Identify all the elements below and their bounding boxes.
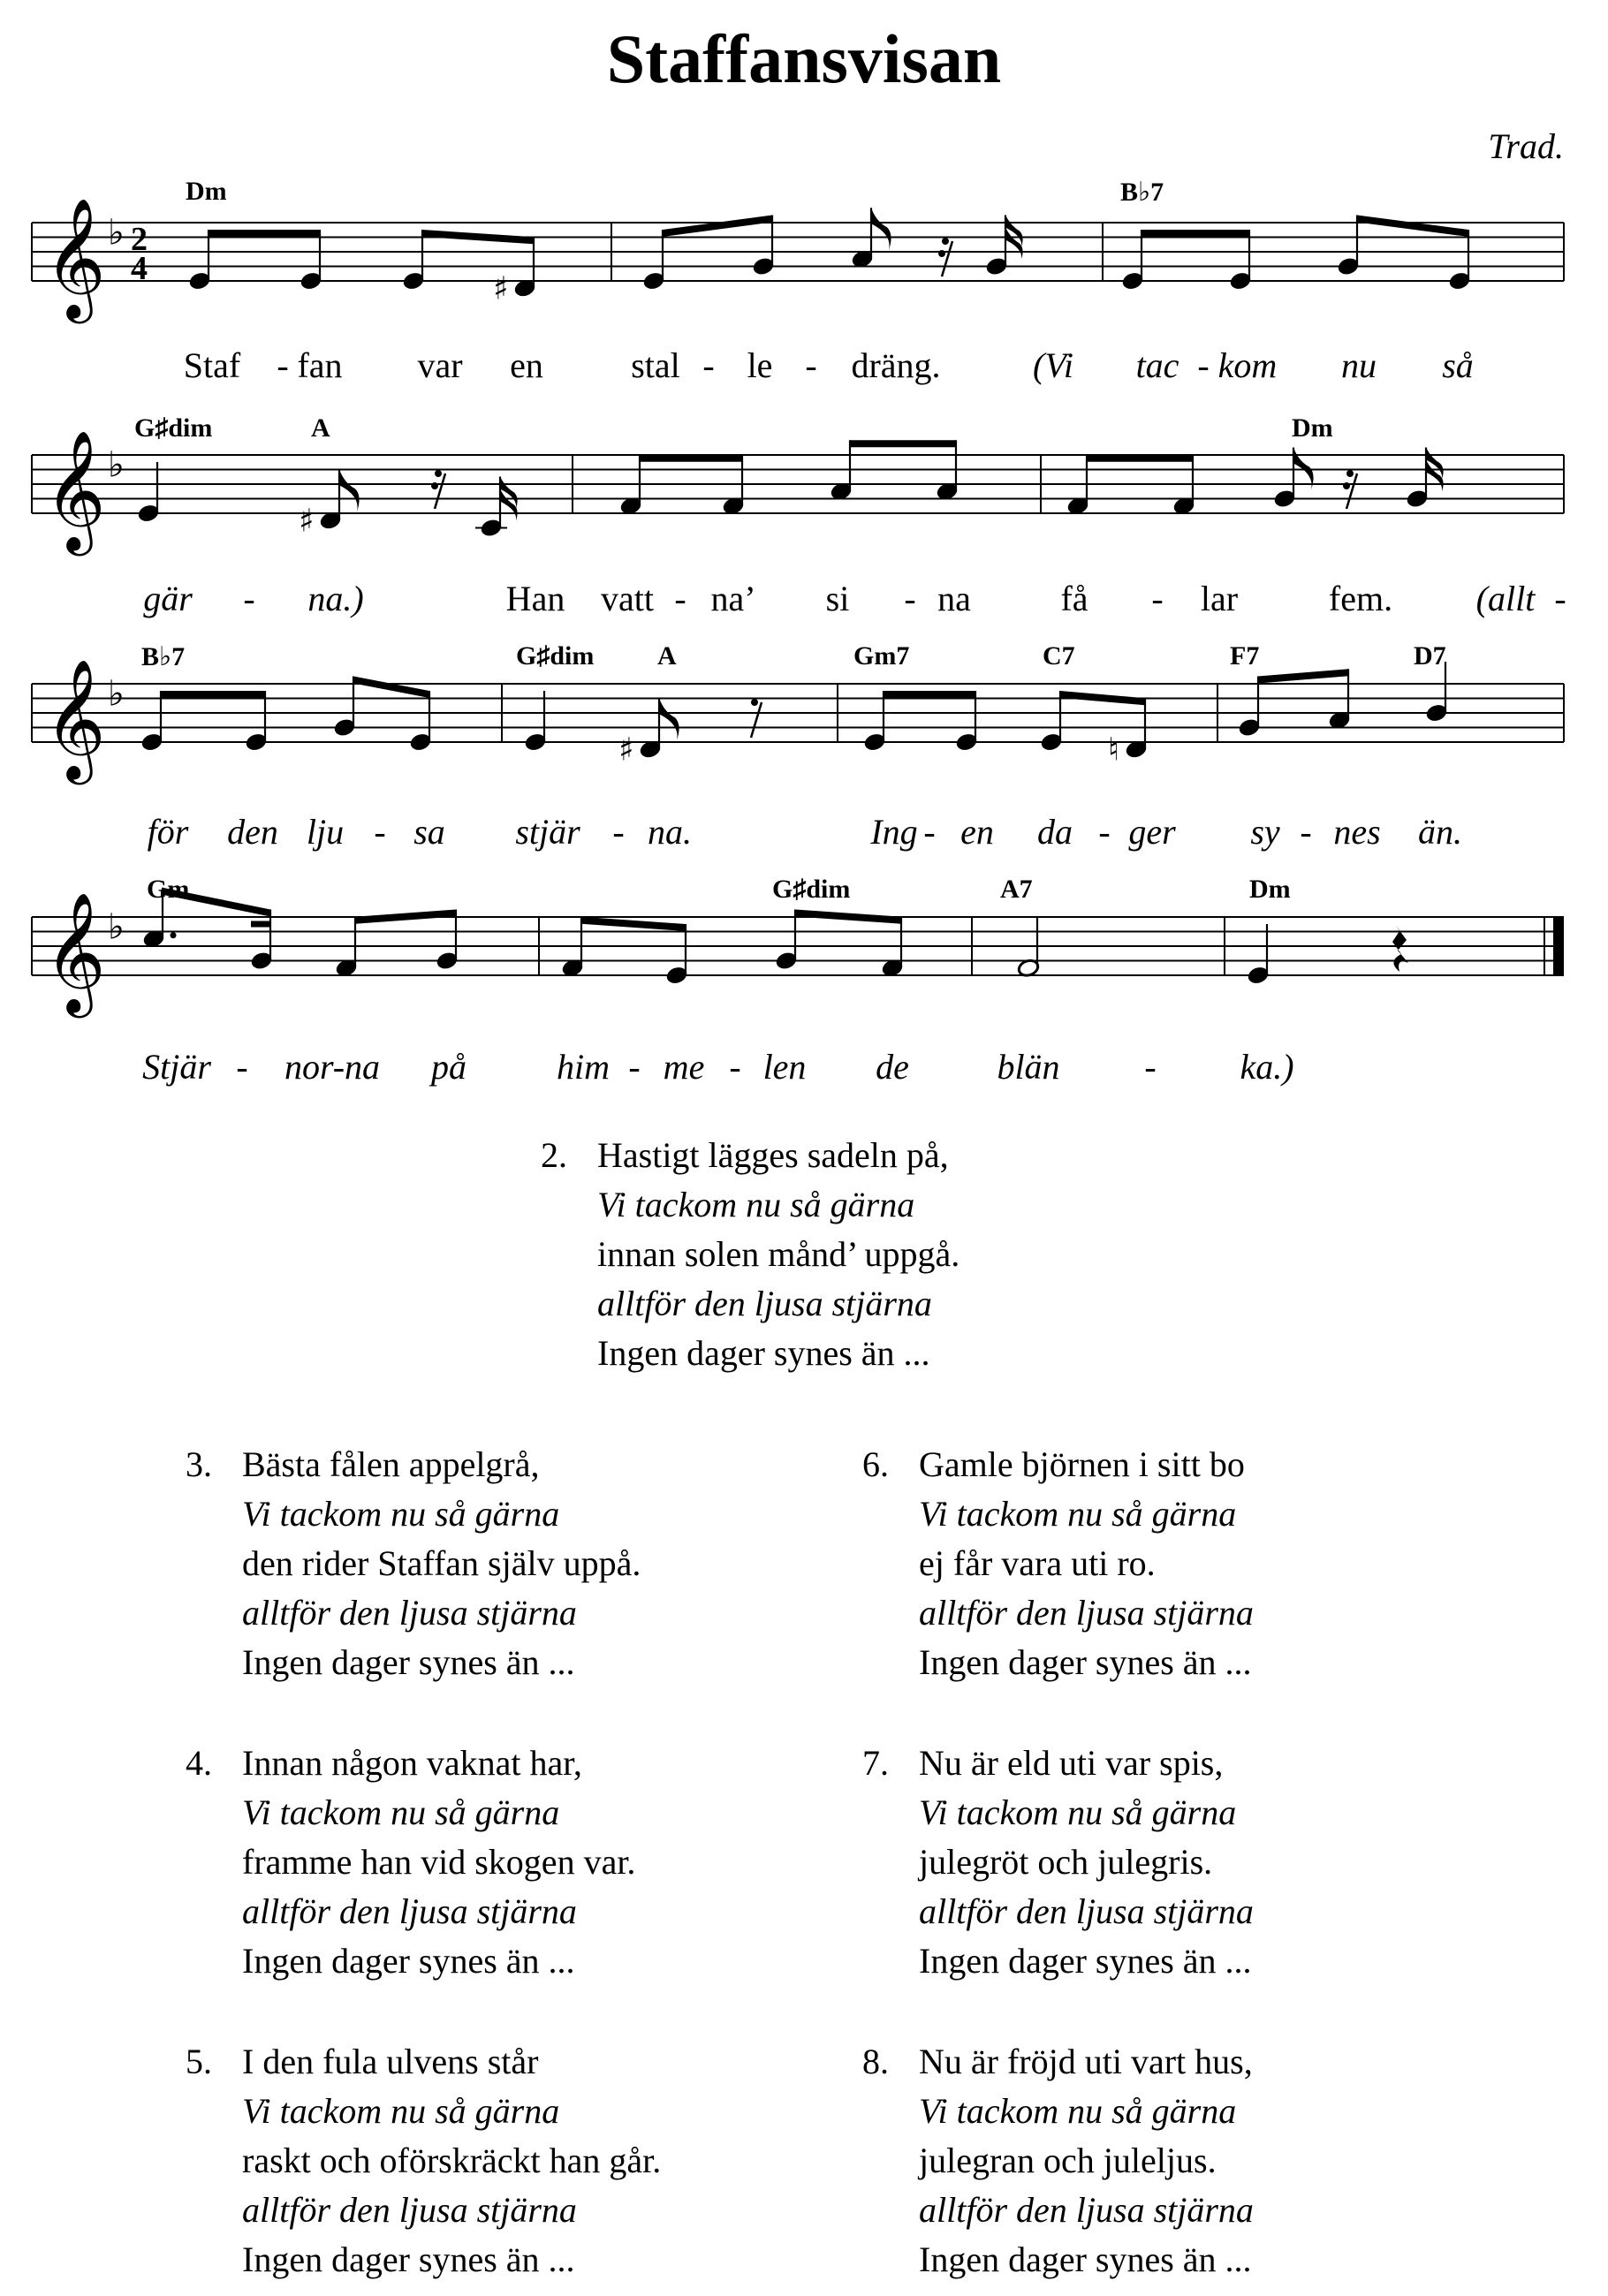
treble-clef: 𝄞 [44, 428, 106, 550]
chord-symbol: B♭7 [141, 642, 186, 671]
lyric-syllable: lar [1200, 579, 1239, 618]
treble-clef: 𝄞 [44, 657, 106, 779]
note [1448, 230, 1471, 291]
lyric-syllable: na’ [710, 579, 756, 618]
key-signature-flat: ♭ [108, 444, 125, 486]
lyric-syllable: - [805, 345, 817, 385]
lyric-syllable: fan [297, 345, 343, 385]
verse-line: ej får vara uti ro. [919, 1543, 1156, 1583]
verse-line: alltför den ljusa stjärna [242, 1593, 577, 1633]
final-barline-thick [1553, 917, 1564, 975]
beam-partial [251, 921, 270, 928]
lyric-syllable: - [1144, 1047, 1157, 1087]
note [1172, 455, 1195, 516]
note [1328, 669, 1351, 730]
key-signature-flat: ♭ [108, 906, 125, 948]
lyric-syllable: him [557, 1047, 610, 1087]
lyric-syllable: sy [1250, 812, 1280, 852]
lyric-syllable: den [227, 812, 278, 852]
verse-line: alltför den ljusa stjärna [597, 1284, 932, 1323]
note [188, 230, 211, 291]
note [137, 462, 160, 523]
beam [1357, 216, 1468, 238]
beam [640, 455, 742, 462]
lyric-syllable: - [628, 1047, 641, 1087]
note [936, 440, 959, 501]
lyric-syllable: - [674, 579, 686, 618]
verse-line: Vi tackom nu så gärna [919, 2091, 1237, 2131]
chord-symbol: Dm [186, 177, 227, 206]
verse-number: 8. [862, 2042, 889, 2081]
verse-line: Ingen dager synes än ... [242, 1941, 575, 1981]
sixteenth-rest [938, 238, 952, 277]
verse-line: framme han vid skogen var. [242, 1842, 636, 1882]
verse-line: alltför den ljusa stjärna [919, 2190, 1254, 2230]
lyric-syllable: nes [1333, 812, 1381, 852]
verse-line: julegröt och julegris. [919, 1842, 1213, 1882]
chord-symbol: B♭7 [1120, 178, 1164, 207]
note [775, 910, 798, 971]
chord-symbol: A [657, 641, 677, 671]
verse-line: innan solen månd’ uppgå. [597, 1234, 960, 1274]
lyric-syllable: få [1060, 579, 1088, 618]
beam [422, 230, 534, 244]
note [1247, 924, 1270, 985]
lyric-syllable: gär [143, 579, 193, 618]
verse-number: 7. [862, 1743, 889, 1783]
verse-line: alltför den ljusa stjärna [242, 2190, 577, 2230]
verse-line: Vi tackom nu så gärna [242, 1494, 560, 1534]
chord-symbol: Dm [1292, 413, 1333, 443]
verse-number: 6. [862, 1444, 889, 1484]
beam [884, 691, 975, 698]
lyric-syllable: - [702, 345, 715, 385]
lyric-syllable: - [1300, 812, 1312, 852]
note [1121, 230, 1144, 291]
composer-credit: Trad. [1488, 126, 1564, 166]
beam [1258, 669, 1348, 683]
lyric-syllable: (Vi [1033, 345, 1073, 385]
verse-line: Vi tackom nu så gärna [597, 1185, 915, 1224]
key-signature-flat: ♭ [108, 212, 125, 254]
chord-symbol: A7 [1000, 875, 1033, 904]
lyric-syllable: kom [1217, 345, 1278, 385]
note [955, 691, 978, 752]
verse-line: alltför den ljusa stjärna [919, 1593, 1254, 1633]
verse-line: Nu är fröjd uti vart hus, [919, 2042, 1253, 2081]
beam [209, 230, 320, 237]
sixteenth-rest [431, 470, 445, 509]
chord-symbol: G♯dim [772, 875, 851, 904]
verse-number: 3. [186, 1444, 212, 1484]
treble-clef: 𝄞 [44, 890, 106, 1012]
verse-line: Bästa fålen appelgrå, [242, 1444, 540, 1484]
note [436, 910, 459, 971]
note [250, 910, 273, 971]
chord-symbol: G♯dim [134, 413, 213, 443]
beam [161, 691, 265, 698]
chord-symbol: G♯dim [516, 641, 595, 671]
note [1125, 698, 1148, 759]
verse-line: Ingen dager synes än ... [597, 1333, 930, 1373]
lyric-syllable: sa [413, 812, 445, 852]
note [851, 208, 891, 269]
note [619, 455, 642, 516]
quarter-rest [1392, 926, 1408, 972]
note [409, 691, 432, 752]
lyric-syllable: - [612, 812, 625, 852]
verse-line: Hastigt lägges sadeln på, [597, 1135, 949, 1175]
note [1017, 917, 1040, 978]
lyric-syllable: na.) [307, 579, 364, 618]
verse-line: Vi tackom nu så gärna [919, 1494, 1237, 1534]
key-signature-flat: ♭ [108, 673, 125, 715]
note [1066, 455, 1089, 516]
lyric-syllable: Staf [183, 345, 241, 385]
sixteenth-rest [1343, 470, 1357, 509]
beam [850, 440, 956, 447]
beam [1087, 455, 1193, 462]
beam [795, 910, 901, 924]
lyric-syllable: vatt [601, 579, 654, 618]
note [863, 691, 886, 752]
verse-line: alltför den ljusa stjärna [919, 1891, 1254, 1931]
verse-line: Vi tackom nu så gärna [919, 1792, 1237, 1832]
lyric-syllable: - [923, 812, 936, 852]
verse-line: Ingen dager synes än ... [919, 2239, 1252, 2279]
beam [1142, 230, 1249, 237]
lyric-syllable: blän [997, 1047, 1060, 1087]
note [333, 677, 356, 738]
lyric-syllable: lju [306, 812, 345, 852]
verse-line: alltför den ljusa stjärna [242, 1891, 577, 1931]
verse-number: 5. [186, 2042, 212, 2081]
chord-symbol: Gm [147, 875, 190, 904]
verse-line: Ingen dager synes än ... [242, 1642, 575, 1682]
note [475, 477, 518, 538]
song-title: Staffansvisan [606, 20, 1002, 97]
verse-number: 2. [541, 1135, 567, 1175]
note [665, 924, 688, 985]
note [561, 917, 584, 978]
lyric-syllable: stjär [515, 812, 580, 852]
note [300, 230, 322, 291]
note [639, 698, 679, 759]
note [524, 691, 547, 752]
lyric-syllable: len [762, 1047, 807, 1087]
sharp-accidental: ♯ [299, 503, 315, 540]
chord-symbol: A [311, 413, 330, 443]
note [1238, 677, 1261, 738]
lyric-syllable: na. [648, 812, 692, 852]
lyric-syllable: - [374, 812, 386, 852]
note [830, 440, 853, 501]
lyric-syllable: för [147, 812, 189, 852]
lyric-syllable: Ing [870, 812, 918, 852]
chord-symbol: F7 [1230, 641, 1260, 671]
staff [0, 152, 1608, 346]
lyric-syllable: en [510, 345, 543, 385]
lyric-syllable: tac [1135, 345, 1179, 385]
lyric-syllable: si [825, 579, 850, 618]
lyric-syllable: - [1098, 812, 1111, 852]
verse-line: Ingen dager synes än ... [242, 2239, 575, 2279]
lyric-syllable: le [747, 345, 773, 385]
chord-symbol: C7 [1043, 641, 1075, 671]
sharp-accidental: ♯ [618, 731, 634, 769]
verse-line: den rider Staffan själv uppå. [242, 1543, 641, 1583]
staff [0, 613, 1608, 807]
lyric-syllable: da [1037, 812, 1073, 852]
treble-clef: 𝄞 [44, 196, 106, 318]
chord-symbol: D7 [1414, 641, 1446, 671]
lyric-syllable: - [904, 579, 916, 618]
beam [663, 216, 772, 238]
note [335, 917, 358, 978]
note [722, 455, 745, 516]
staff [0, 384, 1608, 579]
chord-symbol: Dm [1249, 875, 1291, 904]
verse-line: raskt och oförskräckt han går. [242, 2141, 662, 2180]
beam [355, 910, 456, 924]
note [513, 237, 536, 298]
verse-line: I den fula ulvens står [242, 2042, 539, 2081]
lyric-syllable: var [417, 345, 463, 385]
lyric-syllable: (allt [1475, 579, 1536, 618]
verse-line: Gamle björnen i sitt bo [919, 1444, 1245, 1484]
lyric-syllable: de [876, 1047, 909, 1087]
lyric-syllable: fem. [1328, 579, 1393, 618]
verse-line: Innan någon vaknat har, [242, 1743, 582, 1783]
verse-line: Ingen dager synes än ... [919, 1642, 1252, 1682]
sharp-accidental: ♯ [493, 270, 509, 307]
note [1337, 216, 1360, 277]
lyric-syllable: ger [1128, 812, 1176, 852]
lyric-syllable: dräng. [851, 345, 941, 385]
verse-line: Ingen dager synes än ... [919, 1941, 1252, 1981]
lyric-syllable: så [1442, 345, 1474, 385]
note [319, 469, 360, 530]
lyric-syllable: - [1197, 345, 1210, 385]
lyric-syllable: en [960, 812, 994, 852]
lyric-syllable: - [1151, 579, 1164, 618]
beam [1060, 691, 1145, 705]
time-signature-top: 2 [131, 221, 148, 258]
chord-symbol: Gm7 [853, 641, 910, 671]
verse-line: Nu är eld uti var spis, [919, 1743, 1224, 1783]
note [402, 230, 425, 291]
lyric-syllable: Han [505, 579, 565, 618]
note [1040, 691, 1063, 752]
beam [581, 917, 686, 931]
lyric-syllable: na [937, 579, 971, 618]
lyric-syllable: än. [1418, 812, 1462, 852]
note [1229, 230, 1252, 291]
eighth-rest [751, 699, 762, 738]
beam [353, 677, 429, 699]
natural-accidental: ♮ [1108, 731, 1119, 769]
lyric-syllable: - [236, 1047, 248, 1087]
note [140, 691, 163, 752]
lyric-syllable: - [277, 345, 289, 385]
lyric-syllable: stal [631, 345, 680, 385]
note [881, 917, 904, 978]
verse-number: 4. [186, 1743, 212, 1783]
lyric-syllable: - [243, 579, 255, 618]
lyric-syllable: nu [1341, 345, 1377, 385]
lyric-syllable: me [663, 1047, 705, 1087]
lyric-syllable: - [1554, 579, 1566, 618]
lyric-syllable: Stjär [142, 1047, 211, 1087]
note [245, 691, 268, 752]
time-signature-bottom: 4 [131, 250, 148, 287]
note [642, 230, 665, 291]
lyric-syllable: - [729, 1047, 741, 1087]
verse-line: Vi tackom nu så gärna [242, 2091, 560, 2131]
verse-line: julegran och juleljus. [919, 2141, 1217, 2180]
lyric-syllable: på [431, 1047, 466, 1087]
lyric-syllable: nor-na [284, 1047, 381, 1087]
verse-line: Vi tackom nu så gärna [242, 1792, 560, 1832]
lyric-syllable: ka.) [1240, 1047, 1294, 1087]
